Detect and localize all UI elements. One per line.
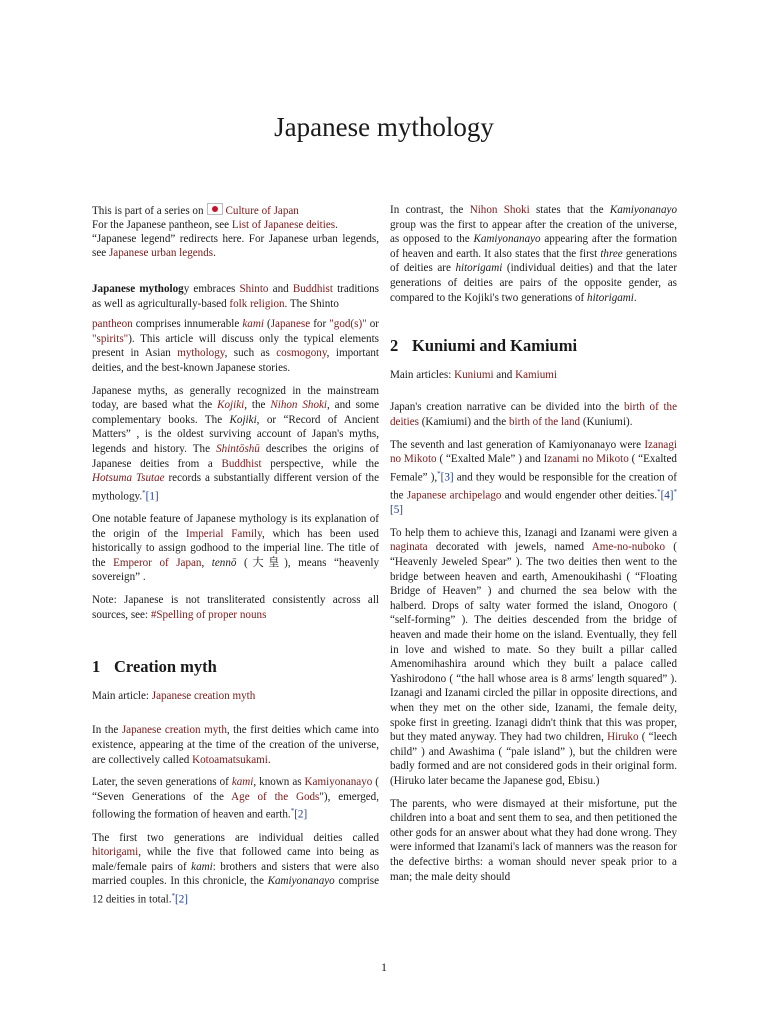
kotoamatsukami-link[interactable]: Kotoamatsukami — [192, 753, 268, 766]
paragraph-parents: The parents, who were dismayed at their misfortune, put the children into a boat and sent them to sea, and then petitioned the other gods for an answer about what they had done wrong. They were informed that Izanami's lack of manners was the reason for the defective births: a woman should never speak prior to a man; the male deity should — [390, 797, 677, 883]
section-heading-kuniumi: 2 Kuniumi and Kamiumi — [390, 336, 578, 356]
birth-of-deities-link[interactable]: birth of the deities — [390, 401, 677, 428]
folk-religion-link[interactable]: folk religion — [229, 297, 285, 310]
paragraph-hitorigami: The first two generations are individual deities called hitorigami, while the five that followed came into being as male/female pairs of kami: brothers and sisters that were also married couples. In this chronicle, the Kamiyonanayo comprise 12 deities in total.*[2] — [92, 831, 379, 906]
series-note: This is part of a series on Culture of Japan For the Japanese pantheon, see List of Japanese deities. “Japanese legend” redirects here. For Japanese urban legends, see Japanese urban legends. — [92, 205, 379, 259]
list-of-deities-link[interactable]: List of Japanese deities — [231, 219, 336, 231]
birth-of-land-link[interactable]: birth of the land — [508, 415, 581, 428]
ref-3-link[interactable]: [3] — [440, 471, 454, 484]
japan-flag-icon — [207, 203, 223, 215]
page-title: Japanese mythology — [274, 112, 494, 142]
ref-1-link[interactable]: [1] — [145, 490, 159, 503]
buddhist-link[interactable]: Buddhist — [292, 283, 333, 295]
right-column — [390, 203, 677, 892]
hitorigami-link[interactable]: hitorigami — [92, 846, 139, 859]
ref-4-link[interactable]: [4] — [660, 489, 674, 502]
paragraph-intro: Japanese mythology embraces Shinto and Buddhist traditions as well as agriculturally-based folk religion. The Shinto — [92, 283, 379, 310]
creation-myth-link[interactable]: Japanese creation myth — [151, 689, 256, 702]
izanami-link[interactable]: Izanami no Mikoto — [543, 453, 629, 466]
emperor-of-japan-link[interactable]: Emperor of Japan — [113, 556, 202, 569]
izanagi-link[interactable]: Izanagi no Mikoto — [390, 438, 677, 466]
ref-2b-link[interactable]: [2] — [175, 893, 188, 906]
nihon-shoki-link[interactable]: Nihon Shoki — [270, 399, 328, 412]
paragraph-imperial: One notable feature of Japanese mythology is its explanation of the origin of the Imperial Family, which has been used historically to assign godhood to the imperial line. The title of the Emperor of Japan, tennō (大皇), means “heavenly sovereign” . — [92, 513, 380, 584]
kuniumi-link[interactable]: Kuniumi — [454, 368, 494, 381]
urban-legends-link[interactable]: Japanese urban legends — [108, 247, 214, 259]
culture-of-japan-link[interactable]: Culture of Japan — [225, 205, 299, 217]
shintoshu-link[interactable]: Shintōshū — [216, 442, 260, 455]
hotsuma-tsutae-link[interactable]: Hotsuma Tsutae — [92, 472, 165, 485]
paragraph-sources: Japanese myths, as generally recognized in the mainstream today, are based what the Kojiki, the Nihon Shoki, and some complementary books. The Kojiki, or “Record of Ancient Matters” , is the oldest surviving account of Japan's myths, legends and history. The Shintōshū describes the origins of Japanese deities from a Buddhist perspective, while the Hotsuma Tsutae records a substantially different version of the mythology.*[1] — [92, 384, 380, 503]
japanese-link[interactable]: Japanese — [270, 318, 311, 331]
mythology-link[interactable]: mythology — [177, 347, 225, 360]
section-heading-creation-myth: 1 Creation myth — [92, 657, 217, 677]
spelling-link[interactable]: #Spelling of proper nouns — [150, 608, 267, 621]
kamiyonanayo-link[interactable]: Kamiyonanayo — [304, 776, 373, 789]
paragraph-seven-generations: Later, the seven generations of kami, known as Kamiyonanayo ( “Seven Generations of the Age of the Gods"), emerged, following the formation of heaven and earth.*[2] — [92, 776, 379, 821]
paragraph-izanagi-izanami: The seventh and last generation of Kamiyonanayo were Izanagi no Mikoto ( “Exalted Male” ) and Izanami no Mikoto ( “Exalted Female” ),*[3] and they would be responsible for the creation of the Japanese archipelago and would engender other deities.*[4]*[5] — [390, 438, 677, 517]
gods-link[interactable]: "god(s)" — [329, 318, 367, 331]
shinto-link[interactable]: Shinto — [239, 283, 269, 295]
main-article-creation: Main article: Japanese creation myth — [92, 689, 256, 702]
naginata-link[interactable]: naginata — [390, 541, 428, 554]
paragraph-naginata: To help them to achieve this, Izanagi and Izanami were given a naginata decorated with jewels, named Ame-no-nuboko ( “Heavenly Jeweled Spear” ). The two deities then went to the bridge between heaven and earth, Amenoukihashi ( “Floating Bridge of Heaven” ) and churned the sea below with the halberd. Drops of salty water formed the island, Onogoro ( “self-forming” ). The deities descended from the bridge of heaven and made their home on the island. Eventually, they fell in love and wished to mate. So they built a pillar called Amenomihashira around which they built a palace called Yashirodono ( “the hall whose area is 8 arms' length squared” ). Izanagi and Izanami circled the pillar in opposite directions, and when they met on the other side, Izanami, the female deity, spoke first in greeting. Izanagi didn't think that this was proper, but they mated anyway. They had two children, Hiruko ( “leech child” ) and Awashima ( “pale island” ), but the children were badly formed and are not considered gods in their original form. (Hiruko later became the Japanese god, Ebisu.) — [390, 526, 678, 787]
kamiumi-link[interactable]: Kamiumi — [515, 368, 558, 381]
left-column — [92, 203, 379, 915]
age-of-gods-link[interactable]: Age of the Gods — [231, 790, 320, 803]
ref-5-link[interactable]: [5] — [390, 504, 403, 517]
nihon-shoki-link-2[interactable]: Nihon Shoki — [469, 204, 530, 216]
pantheon-link[interactable]: pantheon — [92, 318, 133, 331]
spirits-link[interactable]: "spirits" — [92, 332, 129, 345]
page-number: 1 — [381, 960, 387, 974]
japanese-creation-myth-link[interactable]: Japanese creation myth — [121, 724, 227, 737]
cosmogony-link[interactable]: cosmogony — [276, 347, 327, 360]
japanese-archipelago-link[interactable]: Japanese archipelago — [406, 489, 502, 502]
kami-link[interactable]: kami — [242, 318, 264, 331]
paragraph-note: Note: Japanese is not transliterated consistently across all sources, see: #Spelling of proper nouns — [92, 593, 379, 621]
ame-no-nuboko-link[interactable]: Ame-no-nuboko — [591, 541, 666, 554]
hiruko-link[interactable]: Hiruko — [607, 731, 639, 744]
main-articles-kuniumi: Main articles: Kuniumi and Kamiumi — [390, 368, 558, 381]
imperial-family-link[interactable]: Imperial Family — [185, 527, 262, 540]
kojiki-link[interactable]: Kojiki — [217, 399, 245, 412]
paragraph-pantheon: pantheon comprises innumerable kami (Japanese for "god(s)" or "spirits"). This article will discuss only the typical elements present in Asian mythology, such as cosmogony, important deities, and the best-known Japanese stories. — [92, 318, 379, 374]
ref-2-link[interactable]: [2] — [294, 809, 308, 821]
paragraph-first-deities: In the Japanese creation myth, the first deities which came into existence, appearing at the time of the creation of the universe, are collectively called Kotoamatsukami. — [92, 724, 379, 766]
buddhist-perspective-link[interactable]: Buddhist — [221, 457, 262, 470]
paragraph-creation-narrative: Japan's creation narrative can be divided into the birth of the deities (Kamiumi) and the birth of the land (Kuniumi). — [390, 401, 677, 428]
kami-link-2[interactable]: kami — [231, 776, 254, 789]
paragraph-nihon-shoki: In contrast, the Nihon Shoki states that the Kamiyonanayo group was the first to appear after the creation of the universe, as opposed to the Kamiyonanayo appearing after the formation of heaven and earth. It also states that the first three generations of deities are hitorigami (individual deities) and that the later generations of deities are pairs of the opposite gender, as compared to the Kojiki's two generations of hitorigami. — [390, 204, 678, 304]
